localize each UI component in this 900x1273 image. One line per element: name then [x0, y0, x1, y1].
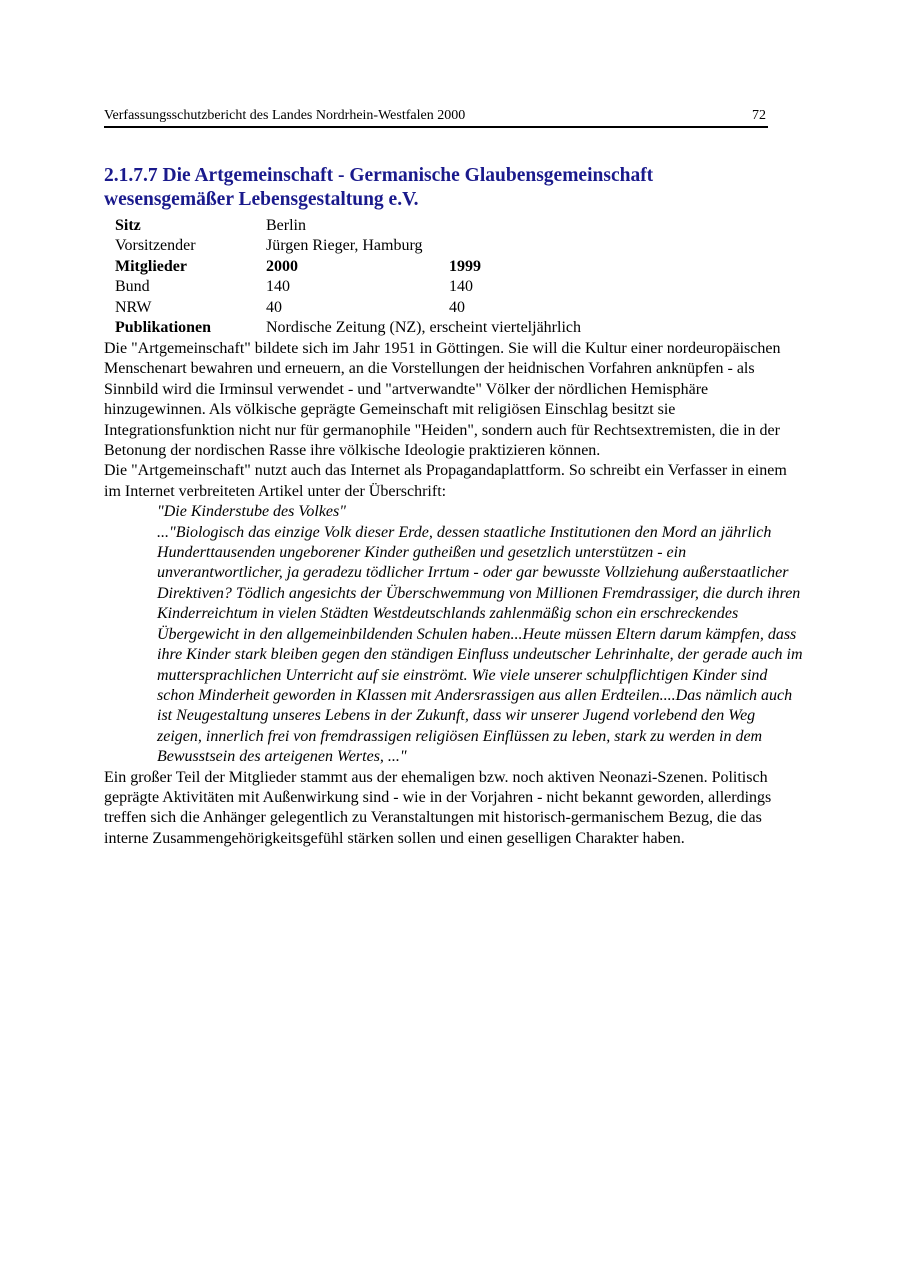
body-text — [104, 339, 804, 849]
bund-1999-value: 140 — [449, 278, 473, 296]
organization-info-table — [115, 216, 581, 338]
bund-2000-value: 140 — [266, 278, 290, 296]
section-title-line2: wesensgemäßer Lebensgestaltung e.V. — [104, 189, 419, 210]
nrw-1999-value: 40 — [449, 298, 465, 316]
vorsitzender-label: Vorsitzender — [115, 237, 196, 255]
info-row-nrw — [115, 298, 581, 318]
publikationen-label: Publikationen — [115, 319, 212, 337]
nrw-2000-value: 40 — [266, 298, 282, 316]
info-row-sitz — [115, 216, 581, 236]
sitz-label: Sitz — [115, 217, 141, 234]
quote-text: ..."Biologisch das einzige Volk dieser Erde, dessen staatliche Institutionen den Mord an jährlich Hunderttausenden ungeborener Kinder gutheißen und gesetzlich unterstützen - ein unverantwortlicher, ja geradezu tödlicher Irrtum - oder gar bewusste Vollziehung außerstaatlicher Direktiven? Tödlich angesichts der Überschwemmung von Millionen Fremdrassiger, die durch ihren Kinderreichtum in vielen Städten Westdeutschlands zahlenmäßig schon ein erschreckendes Übergewicht in den allgemeinbildenden Schulen haben...Heute müssen Eltern darum kämpfen, dass ihre Kinder stark bleiben gegen den ständigen Einfluss undeutscher Lehrinhalte, der gerade auch im muttersprachlichen Unterricht auf sie einströmt. Wie viele unserer schulpflichtigen Kinder sind schon Minderheit geworden in Klassen mit Andersrassigen aus allen Erdteilen....Das nämlich auch ist Neugestaltung unseres Lebens in der Zukunft, dass wir unserer Jugend vorlebend den Weg zeigen, innerlich frei von fremdrassigen religiösen Einflüssen zu leben, stark zu werden in dem Bewusstsein des arteigenen Wertes, ..." — [157, 523, 803, 766]
publikationen-value: Nordische Zeitung (NZ), erscheint vierteljährlich — [266, 319, 581, 337]
page-number: 72 — [752, 108, 766, 123]
mitglieder-label: Mitglieder — [115, 257, 187, 275]
paragraph-3: Ein großer Teil der Mitglieder stammt aus der ehemaligen bzw. noch aktiven Neonazi-Szenen. Politisch geprägte Aktivitäten mit Außenwirkung sind - wie in der Vorjahren - nicht bekannt geworden, allerdings treffen sich die Anhänger gelegentlich zu Veranstaltungen mit historisch-germanischem Bezug, die das interne Zusammengehörigkeitsgefühl stärken sollen und einen geselligen Charakter haben. — [104, 768, 772, 847]
paragraph-1: Die "Artgemeinschaft" bildete sich im Jahr 1951 in Göttingen. Sie will die Kultur einer nordeuropäischen Menschenart bewahren und erneuern, an die Vorstellungen der heidnischen Vorfahren anknüpfen - als Sinnbild wird die Irminsul verwendet - und "artverwandte" Völker der nördlichen Hemisphäre hinzugewinnen. Als völkische geprägte Gemeinschaft mit religiösen Einschlag besitzt sie Integrationsfunktion nicht nur für germanophile "Heiden", sondern auch für Rechtsextremisten, die in der Betonung der nordischen Rasse ihre völkische Ideologie praktizieren können. — [104, 340, 781, 460]
section-title-line1: 2.1.7.7 Die Artgemeinschaft - Germanische Glaubensgemeinschaft — [104, 165, 654, 186]
info-row-vorsitzender — [115, 236, 581, 256]
page-header — [104, 107, 768, 128]
year-2000-header: 2000 — [266, 257, 298, 275]
bund-label: Bund — [115, 278, 150, 296]
paragraph-2: Die "Artgemeinschaft" nutzt auch das Internet als Propagandaplattform. So schreibt ein Verfasser in einem im Internet verbreiteten Artikel unter der Überschrift: — [104, 462, 787, 500]
info-row-publikationen — [115, 318, 581, 338]
header-title: Verfassungsschutzbericht des Landes Nordrhein-Westfalen 2000 — [104, 108, 466, 123]
year-1999-header: 1999 — [449, 257, 481, 275]
info-row-mitglieder — [115, 257, 581, 277]
vorsitzender-value: Jürgen Rieger, Hamburg — [266, 237, 423, 255]
quote-title: "Die Kinderstube des Volkes" — [157, 503, 346, 521]
section-title — [104, 164, 804, 212]
nrw-label: NRW — [115, 298, 152, 316]
info-row-bund — [115, 277, 581, 297]
sitz-value: Berlin — [266, 217, 306, 234]
empty-cell — [449, 216, 581, 236]
